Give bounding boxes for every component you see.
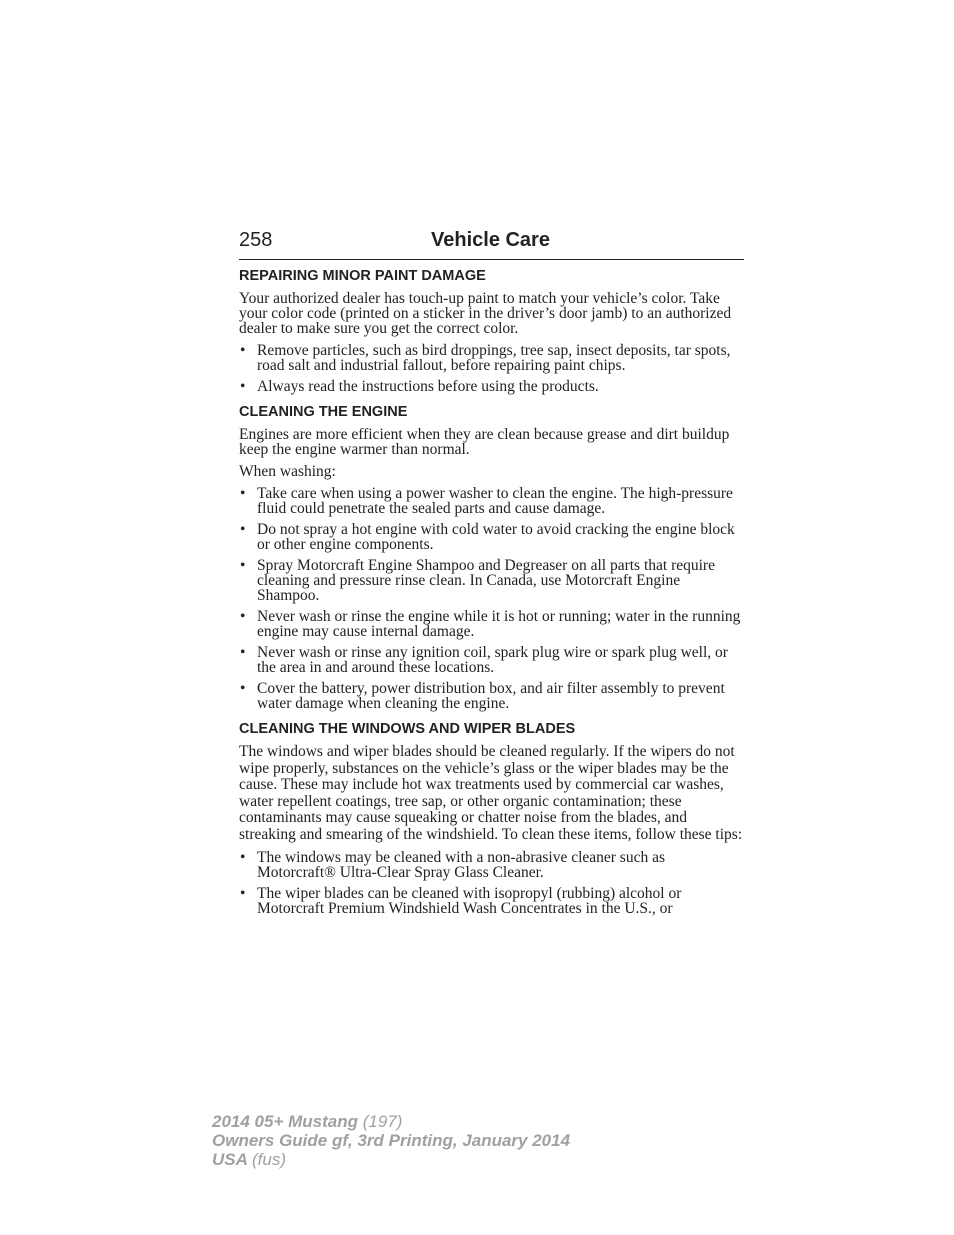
page-content <box>239 267 744 925</box>
section-heading: CLEANING THE ENGINE <box>239 404 408 420</box>
footer-line-market <box>212 1150 570 1169</box>
bullet-list <box>239 343 744 394</box>
bullet-list <box>239 486 744 711</box>
footer-model: 2014 05+ Mustang <box>212 1112 358 1131</box>
footer-printing: Owners Guide gf, 3rd Printing, January 2014 <box>212 1131 571 1150</box>
section-heading: REPAIRING MINOR PAINT DAMAGE <box>239 268 486 284</box>
page-number: 258 <box>239 229 273 251</box>
bullet-item: • Take care when using a power washer to clean the engine. The high-pressure fluid could penetrate the sealed parts and cause damage. <box>239 486 744 516</box>
section-cleaning-engine <box>239 403 744 711</box>
paragraph: The windows and wiper blades should be cleaned regularly. If the wipers do not wipe properly, substances on the vehicle’s glass or the wiper blades may be the cause. These may include hot wax treatments used by commercial car washes, water repellent coatings, tree sap, or other organic contamination; these contaminants may cause squeaking or chatter noise from the blades, and streaking and smearing of the windshield. To clean these items, follow these tips: <box>239 743 743 843</box>
footer-market: USA <box>212 1150 248 1169</box>
paragraph: Your authorized dealer has touch-up paint to match your vehicle’s color. Take your color code (printed on a sticker in the driver’s door jamb) to an authorized dealer to make sure you get the correct color. <box>239 290 732 337</box>
print-footer <box>212 1112 570 1169</box>
bullet-item: • Never wash or rinse the engine while it is hot or running; water in the running engine may cause internal damage. <box>239 609 744 639</box>
footer-model-code: (197) <box>362 1112 403 1131</box>
page-header <box>239 229 744 260</box>
bullet-item: • The windows may be cleaned with a non-abrasive cleaner such as Motorcraft® Ultra-Clear Spray Glass Cleaner. <box>239 850 744 880</box>
bullet-item: • Cover the battery, power distribution box, and air filter assembly to prevent water damage when cleaning the engine. <box>239 681 744 711</box>
bullet-list <box>239 850 744 916</box>
bullet-item: • Never wash or rinse any ignition coil, spark plug wire or spark plug well, or the area in and around these locations. <box>239 645 744 675</box>
section-cleaning-windows <box>239 720 744 916</box>
bullet-item: • Always read the instructions before using the products. <box>239 379 744 394</box>
section-heading: CLEANING THE WINDOWS AND WIPER BLADES <box>239 721 576 737</box>
footer-market-code: (fus) <box>252 1150 286 1169</box>
bullet-item: • Spray Motorcraft Engine Shampoo and Degreaser on all parts that require cleaning and pressure rinse clean. In Canada, use Motorcraft Engine Shampoo. <box>239 558 744 603</box>
paragraph: Engines are more efficient when they are clean because grease and dirt buildup keep the engine warmer than normal. <box>239 426 730 458</box>
footer-line-model <box>212 1112 570 1131</box>
bullet-item: • Do not spray a hot engine with cold water to avoid cracking the engine block or other engine components. <box>239 522 744 552</box>
paragraph: When washing: <box>239 463 336 480</box>
section-paint-damage <box>239 267 744 394</box>
chapter-title: Vehicle Care <box>431 229 550 251</box>
bullet-item: • Remove particles, such as bird droppings, tree sap, insect deposits, tar spots, road salt and industrial fallout, before repairing paint chips. <box>239 343 744 373</box>
bullet-item: • The wiper blades can be cleaned with isopropyl (rubbing) alcohol or Motorcraft Premium Windshield Wash Concentrates in the U.S., or <box>239 886 744 916</box>
